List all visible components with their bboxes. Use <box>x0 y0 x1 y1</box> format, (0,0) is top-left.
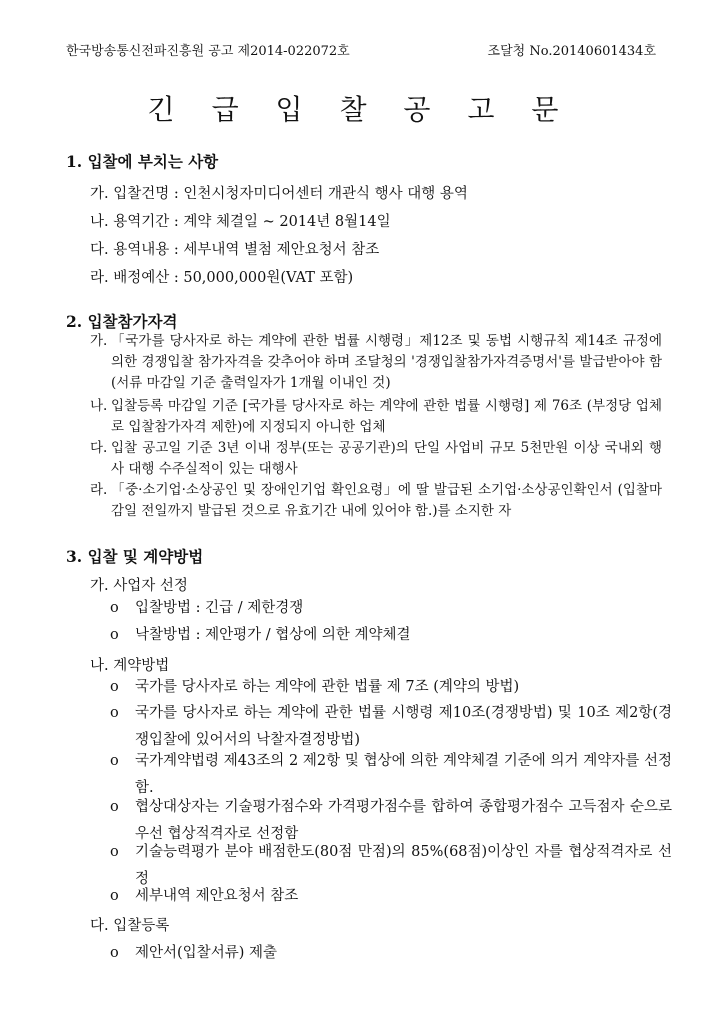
procurement-number: 조달청 No.20140601434호 <box>487 44 656 59</box>
bullet-marker: o <box>110 945 119 961</box>
contract-method-item <box>110 674 672 701</box>
contract-method-text: 국가를 당사자로 하는 계약에 관한 법률 시행령 제10조(경쟁방법) 및 10조 제2항(경쟁입찰에 있어서의 낙찰자결정방법) <box>135 705 672 748</box>
bullet-marker: o <box>110 705 119 721</box>
eligibility-item-d-text: 「중·소기업·소상공인 및 장애인기업 확인요령」에 딸 발급된 소기업·소상공인확인서 (입찰마감일 전일까지 발급된 것으로 유효기간 내에 있어야 함.)를 소지한 자 <box>111 482 662 519</box>
contract-method-text: 국가를 당사자로 하는 계약에 관한 법률 제 7조 (계약의 방법) <box>135 679 520 695</box>
contract-method-text: 협상대상자는 기술평가점수와 가격평가점수를 합하여 종합평가점수 고득점자 순으로 우선 협상적격자로 선정함 <box>135 799 672 842</box>
selection-bidding-method <box>110 595 672 622</box>
eligibility-item-b <box>90 396 662 438</box>
selection-bidding-method-text: 입찰방법 : 긴급 / 제한경쟁 <box>135 600 304 616</box>
registration-item <box>110 940 672 967</box>
section-1-item-content: 다. 용역내용 : 세부내역 별첨 제안요청서 참조 <box>90 242 380 258</box>
section-3-sub-selection: 가. 사업자 선정 <box>90 578 188 594</box>
eligibility-item-c <box>90 438 662 480</box>
contract-method-item <box>110 883 672 910</box>
contract-method-text: 국가계약법령 제43조의 2 제2항 및 협상에 의한 계약체결 기준에 의거 계약자를 선정함. <box>135 753 672 796</box>
section-3-heading: 3. 입찰 및 계약방법 <box>66 547 204 566</box>
bullet-marker: o <box>110 888 119 904</box>
eligibility-item-a-text: 「국가를 당사자로 하는 계약에 관한 법률 시행령」제12조 및 동법 시행규칙 제14조 규정에 의한 경쟁입찰 참가자격을 갖추어야 하며 조달청의 '경쟁입찰참가자격증명서'를 발급받아야 함(서류 마감일 기준 출력일자가 1개월 이내인 것) <box>111 333 662 391</box>
eligibility-item-b-text: 입찰등록 마감일 기준 [국가를 당사자로 하는 계약에 관한 법률 시행령] 제 76조 (부정당 업체로 입찰참가자격 제한)에 지정되지 아니한 업체 <box>111 398 662 435</box>
contract-method-text: 기술능력평가 분야 배점한도(80점 만점)의 85%(68점)이상인 자를 협상적격자로 선정 <box>135 844 672 887</box>
bullet-marker: o <box>110 753 119 769</box>
section-1-item-budget: 라. 배정예산 : 50,000,000원(VAT 포함) <box>90 270 354 286</box>
bullet-marker: o <box>110 600 119 616</box>
contract-method-text: 세부내역 제안요청서 참조 <box>135 888 299 904</box>
bullet-marker: o <box>110 679 119 695</box>
eligibility-item-c-text: 입찰 공고일 기준 3년 이내 정부(또는 공공기관)의 단일 사업비 규모 5천만원 이상 국내외 행사 대행 수주실적이 있는 대행사 <box>111 440 662 477</box>
bullet-marker: o <box>110 627 119 643</box>
section-1-item-period: 나. 용역기간 : 계약 체결일 ~ 2014년 8월14일 <box>90 214 391 230</box>
notice-number: 한국방송통신전파진흥원 공고 제2014-022072호 <box>66 44 350 59</box>
section-1-item-name: 가. 입찰건명 : 인천시청자미디어센터 개관식 행사 대행 용역 <box>90 186 468 202</box>
contract-method-item <box>110 700 672 754</box>
eligibility-item-a-marker: 가. <box>90 333 108 349</box>
section-2-heading: 2. 입찰참가자격 <box>66 312 178 331</box>
selection-award-method <box>110 622 672 649</box>
bullet-marker: o <box>110 844 119 860</box>
eligibility-item-d-marker: 라. <box>90 482 108 498</box>
section-3-sub-contract: 나. 계약방법 <box>90 658 170 674</box>
eligibility-item-a <box>90 331 662 394</box>
eligibility-item-c-marker: 다. <box>90 440 108 456</box>
section-1-heading: 1. 입찰에 부치는 사항 <box>66 152 219 171</box>
registration-item-text: 제안서(입찰서류) 제출 <box>135 945 277 961</box>
eligibility-item-b-marker: 나. <box>90 398 108 414</box>
eligibility-item-d <box>90 480 662 522</box>
document-title: 긴 급 입 찰 공 고 문 <box>147 93 573 126</box>
bullet-marker: o <box>110 799 119 815</box>
selection-award-method-text: 낙찰방법 : 제안평가 / 협상에 의한 계약체결 <box>135 627 411 643</box>
section-3-sub-registration: 다. 입찰등록 <box>90 918 170 934</box>
